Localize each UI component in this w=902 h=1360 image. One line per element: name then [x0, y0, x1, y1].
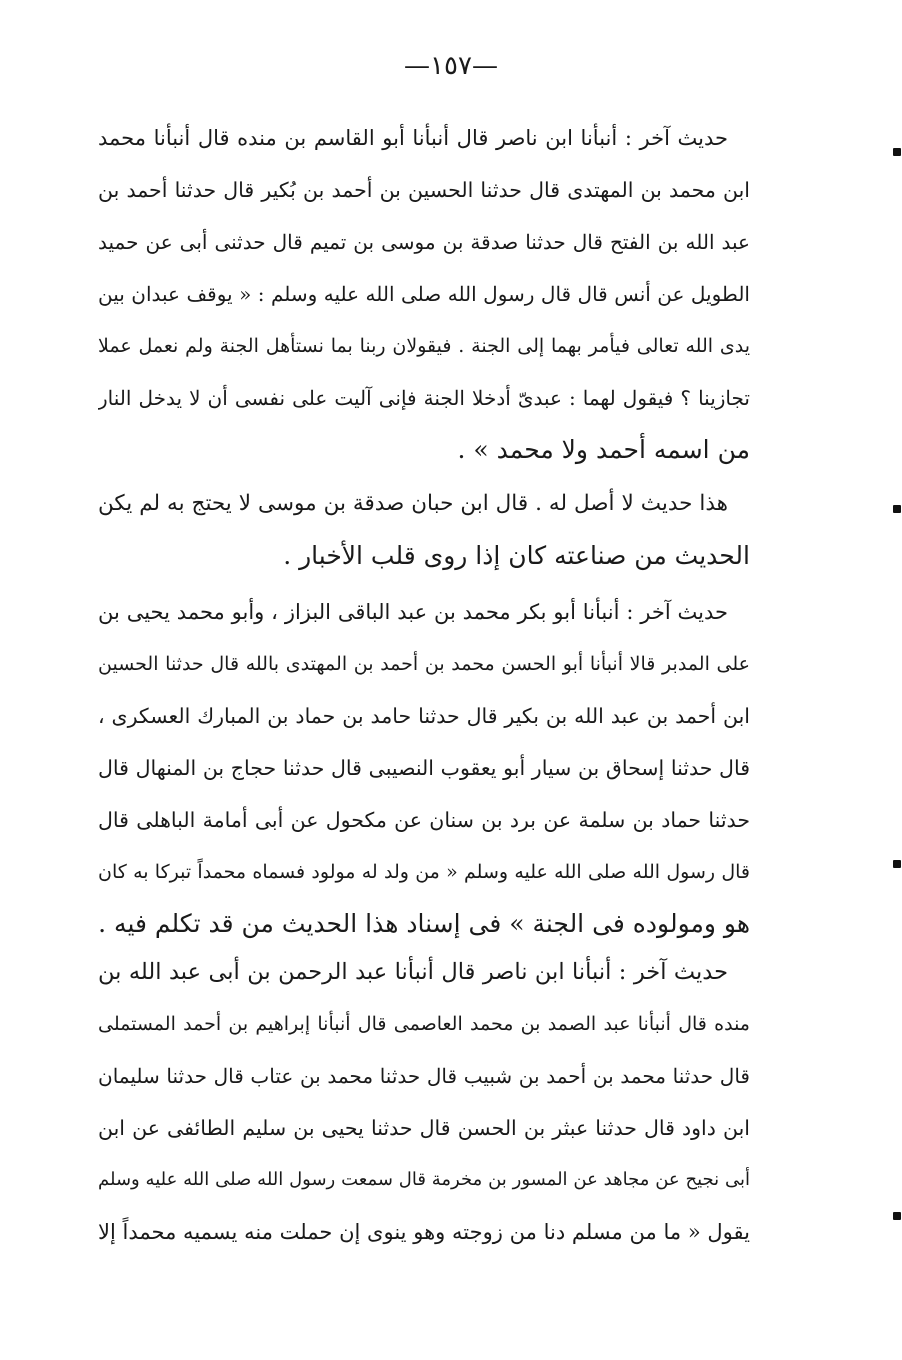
text-line: هو ومولوده فى الجنة » فى إسناد هذا الحديث من قد تكلم فيه .	[98, 909, 750, 938]
text-line: حديث آخر : أنبأنا ابن ناصر قال أنبأنا عبد الرحمن بن أبى عبد الله بن	[98, 959, 728, 985]
text-line: أبى نجيح عن مجاهد عن المسور بن مخرمة قال سمعت رسول الله صلى الله عليه وسلم	[98, 1169, 750, 1190]
margin-mark	[893, 148, 901, 156]
margin-mark	[893, 1212, 901, 1220]
margin-mark	[893, 860, 901, 868]
text-line: الطويل عن أنس قال قال رسول الله صلى الله عليه وسلم : « يوقف عبدان بين	[98, 282, 750, 306]
paragraph	[98, 586, 750, 950]
text-line: منده قال أنبأنا عبد الصمد بن محمد العاصمى قال أنبأنا إبراهيم بن أحمد المستملى	[98, 1013, 750, 1035]
text-line: حديث آخر : أنبأنا أبو بكر محمد بن عبد الباقى البزاز ، وأبو محمد يحيى بن	[98, 600, 728, 624]
text-line: ابن أحمد بن عبد الله بن بكير قال حدثنا حامد بن حماد بن المبارك العسكرى ،	[98, 704, 750, 728]
margin-mark	[893, 505, 901, 513]
text-line: الحديث من صناعته كان إذا روى قلب الأخبار .	[283, 541, 750, 570]
text-line: حديث آخر : أنبأنا ابن ناصر قال أنبأنا أبو القاسم بن منده قال أنبأنا محمد	[98, 126, 728, 150]
page-number: —١٥٧—	[404, 51, 498, 81]
paragraph	[98, 946, 750, 1258]
paragraph	[98, 112, 750, 476]
text-line: هذا حديث لا أصل له . قال ابن حبان صدقة بن موسى لا يحتج به لم يكن	[98, 491, 728, 516]
text-line: ابن داود قال حدثنا عبثر بن الحسن قال حدثنا يحيى بن سليم الطائفى عن ابن	[98, 1116, 750, 1140]
text-line: قال حدثنا محمد بن أحمد بن شبيب قال حدثنا محمد بن عتاب قال حدثنا سليمان	[98, 1064, 750, 1088]
paragraph	[98, 478, 750, 582]
text-line: حدثنا حماد بن سلمة عن برد بن سنان عن مكحول عن أبى أمامة الباهلى قال	[98, 808, 750, 832]
text-line: عبد الله بن الفتح قال حدثنا صدقة بن موسى بن تميم قال حدثنى أبى عن حميد	[98, 230, 750, 254]
text-line: يدى الله تعالى فيأمر بهما إلى الجنة . فيقولان ربنا بما نستأهل الجنة ولم نعمل عملا	[98, 335, 750, 357]
text-line: من اسمه أحمد ولا محمد » .	[457, 435, 750, 464]
text-line: قال حدثنا إسحاق بن سيار أبو يعقوب النصيبى قال حدثنا حجاج بن المنهال قال	[98, 756, 750, 780]
text-line: قال رسول الله صلى الله عليه وسلم « من ولد له مولود فسماه محمداً تبركا به كان	[98, 861, 750, 883]
text-line: تجازينا ؟ فيقول لهما : عبدىّ أدخلا الجنة فإنى آليت على نفسى أن لا يدخل النار	[98, 386, 750, 410]
text-line: ابن محمد بن المهتدى قال حدثنا الحسين بن أحمد بن بُكير قال حدثنا أحمد بن	[98, 178, 750, 202]
text-line: على المدبر قالا أنبأنا أبو الحسن محمد بن أحمد بن المهتدى بالله قال حدثنا الحسين	[98, 653, 750, 675]
text-line: يقول « ما من مسلم دنا من زوجته وهو ينوى إن حملت منه يسميه محمداً إلا	[98, 1220, 750, 1244]
